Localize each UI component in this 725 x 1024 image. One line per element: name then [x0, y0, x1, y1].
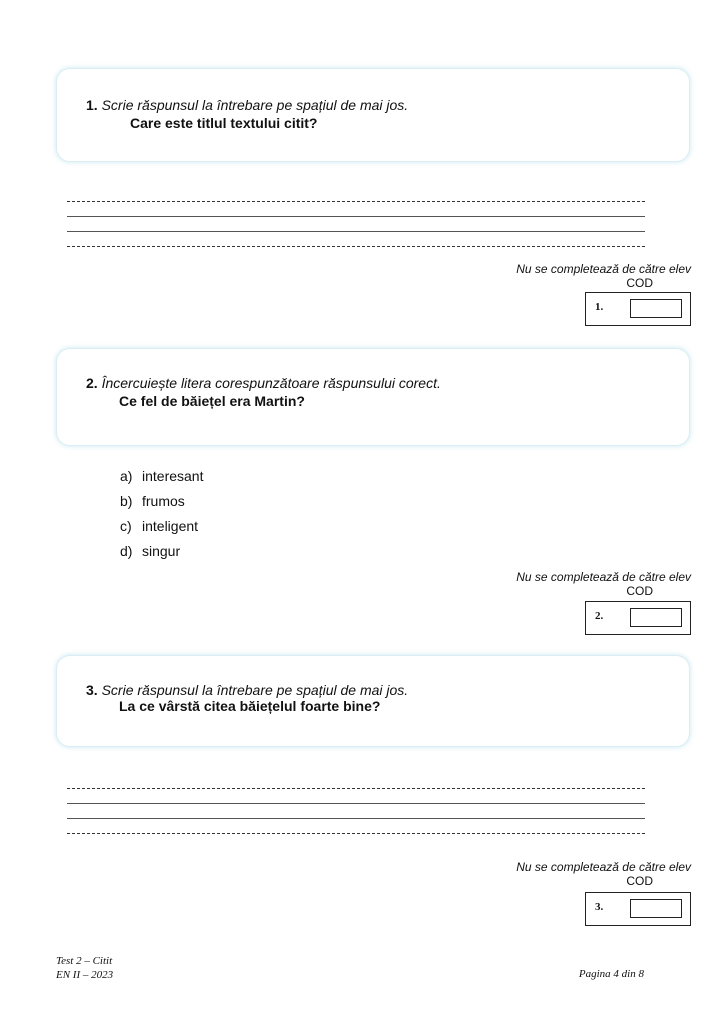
answer-line[interactable]	[67, 803, 645, 804]
question-2-number: 2.	[86, 375, 98, 391]
question-2-instruction-text: Încercuiește litera corespunzătoare răspunsului corect.	[101, 375, 441, 391]
code-label: COD	[626, 584, 653, 598]
option-text: interesant	[142, 468, 204, 484]
code-box-number: 1.	[595, 301, 604, 313]
answer-line[interactable]	[67, 788, 645, 789]
question-2-box	[56, 348, 690, 446]
question-3-instruction	[86, 682, 408, 698]
grading-note-text: Nu se completează de către elev	[516, 860, 691, 874]
option-letter: c)	[120, 518, 132, 534]
question-3-text: La ce vârstă citea băiețelul foarte bine?	[119, 698, 381, 714]
grading-note-text: Nu se completează de către elev	[516, 262, 691, 276]
code-field	[630, 608, 682, 627]
grading-note-2	[431, 570, 691, 598]
answer-options	[120, 466, 203, 566]
question-1-instruction	[86, 97, 408, 113]
answer-lines-3[interactable]	[67, 788, 645, 848]
answer-line[interactable]	[67, 246, 645, 247]
option-a[interactable]	[120, 466, 203, 491]
code-field	[630, 299, 682, 318]
question-1-text: Care este titlul textului citit?	[130, 115, 318, 131]
code-field	[630, 899, 682, 918]
answer-line[interactable]	[67, 833, 645, 834]
grading-note-text: Nu se completează de către elev	[516, 570, 691, 584]
question-1-box	[56, 68, 690, 162]
question-3-box	[56, 655, 690, 747]
code-box-3	[585, 892, 691, 926]
option-text: inteligent	[142, 518, 199, 534]
footer-left	[56, 954, 113, 982]
answer-line[interactable]	[67, 201, 645, 202]
question-2-text: Ce fel de băiețel era Martin?	[119, 393, 305, 409]
option-text: singur	[142, 543, 181, 559]
option-letter: d)	[120, 543, 133, 559]
question-2-instruction	[86, 375, 441, 391]
grading-note-3	[431, 860, 691, 888]
answer-line[interactable]	[67, 216, 645, 217]
question-1-instruction-text: Scrie răspunsul la întrebare pe spațiul de mai jos.	[101, 97, 409, 113]
option-c[interactable]	[120, 516, 203, 541]
footer-test-name: Test 2 – Citit	[56, 955, 113, 967]
question-1-number: 1.	[86, 97, 98, 113]
code-box-number: 3.	[595, 901, 604, 913]
code-label: COD	[626, 276, 653, 290]
option-letter: a)	[120, 468, 133, 484]
code-box-2	[585, 601, 691, 635]
option-text: frumos	[142, 493, 185, 509]
grading-note-1	[431, 262, 691, 290]
footer-exam: EN II – 2023	[56, 969, 114, 981]
question-3-number: 3.	[86, 682, 98, 698]
code-label: COD	[626, 874, 653, 888]
answer-line[interactable]	[67, 818, 645, 819]
question-3-instruction-text: Scrie răspunsul la întrebare pe spațiul de mai jos.	[101, 682, 409, 698]
answer-line[interactable]	[67, 231, 645, 232]
code-box-1	[585, 292, 691, 326]
option-letter: b)	[120, 493, 133, 509]
code-box-number: 2.	[595, 610, 604, 622]
option-d[interactable]	[120, 541, 203, 566]
option-b[interactable]	[120, 491, 203, 516]
page-number: Pagina 4 din 8	[578, 968, 644, 980]
answer-lines-1[interactable]	[67, 201, 645, 261]
